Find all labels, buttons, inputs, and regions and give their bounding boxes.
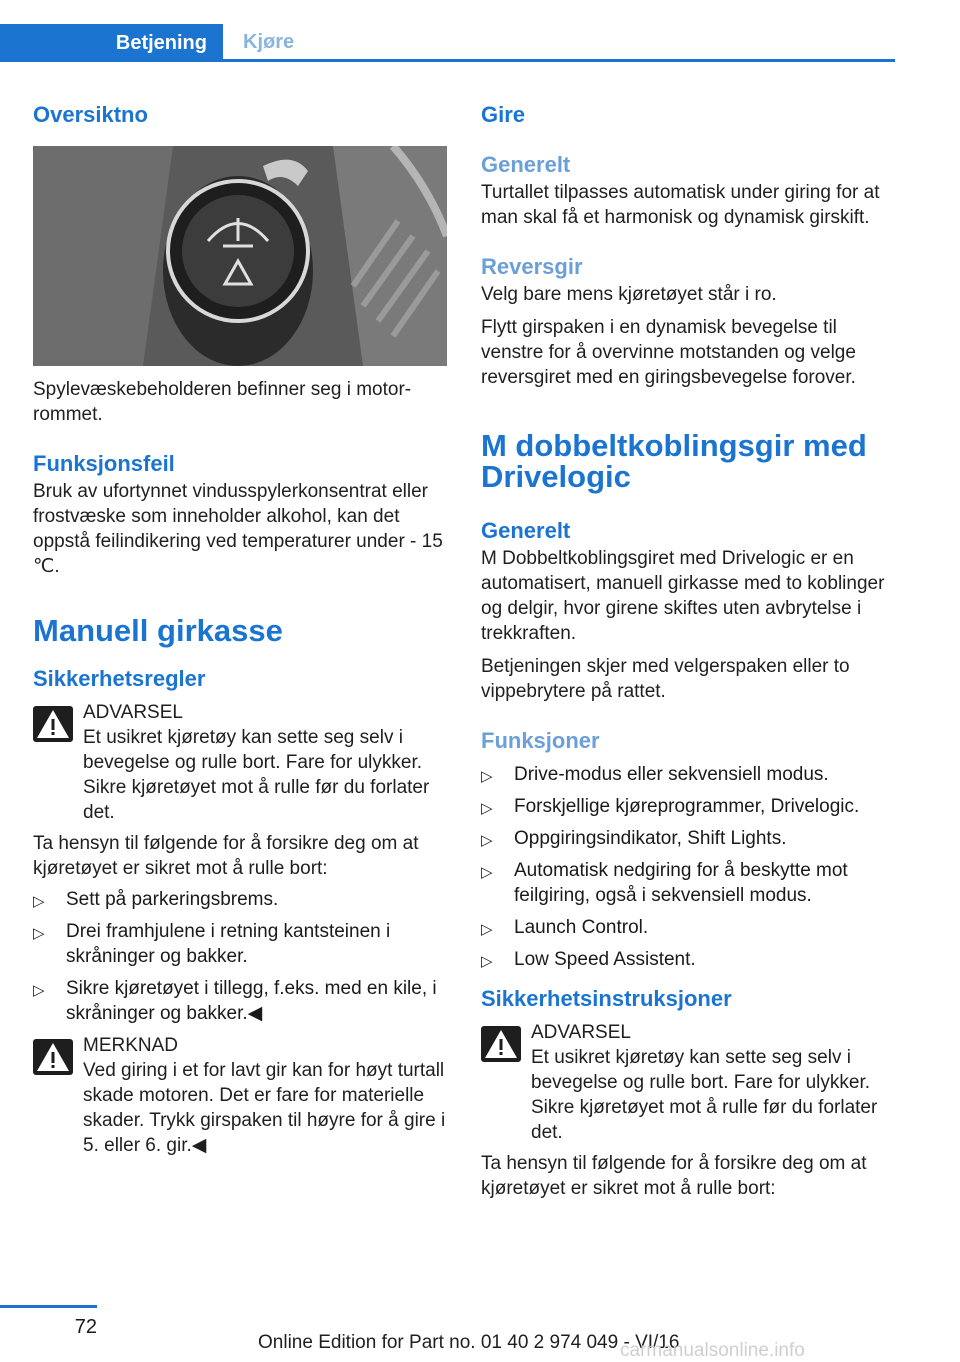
triangle-bullet-icon: ▷ xyxy=(481,864,493,881)
left-column xyxy=(33,100,447,1158)
funksjoner-list xyxy=(481,762,895,972)
gire-heading: Gire xyxy=(481,102,526,127)
oversikt-heading: Oversiktno xyxy=(33,102,148,127)
generelt-text: Turtallet tilpasses automatisk under giring for at man skal få et harmonisk og dynamisk girskift. xyxy=(481,182,880,228)
triangle-bullet-icon: ▷ xyxy=(481,832,493,849)
page-number: 72 xyxy=(74,1316,97,1338)
list-item-text: Low Speed Assistent. xyxy=(514,949,696,970)
list-item xyxy=(481,826,895,851)
list-item-text: Launch Control. xyxy=(514,917,649,938)
funksjoner-heading: Funksjoner xyxy=(481,728,600,753)
warning-text xyxy=(33,1058,447,1158)
page-header xyxy=(0,0,895,62)
list-item-text: Drei framhjulene i retning kantsteinen i skråninger og bakker. xyxy=(66,921,391,967)
warning-title: ADVARSEL xyxy=(83,702,183,723)
warning-text-content: Et usikret kjøretøy kan sette seg selv i bevegelse og rulle bort. Fare for ulykker. Sikre kjøretøyet mot å rulle før du forlater det. xyxy=(83,727,430,823)
list-item xyxy=(481,915,895,940)
generelt-heading: Generelt xyxy=(481,152,571,177)
list-item xyxy=(481,794,895,819)
funksjonsfeil-text: Bruk av ufortynnet vindusspylerkonsentrat eller frostvæske som inneholder alkohol, kan det oppstå feilindikering ved temperaturer under - 15 ℃. xyxy=(33,481,443,577)
sikkerhetsregler-heading: Sikkerhetsregler xyxy=(33,666,206,691)
watermark: carmanualsonline.info xyxy=(620,1340,805,1361)
reversgir-text-1: Velg bare mens kjøretøyet står i ro. xyxy=(481,284,777,305)
washer-reservoir-photo xyxy=(33,146,447,366)
warning-advarsel-1 xyxy=(33,700,447,825)
reversgir-heading: Reversgir xyxy=(481,254,583,279)
triangle-bullet-icon: ▷ xyxy=(481,953,493,970)
washer-cap-illustration xyxy=(33,146,447,366)
warning-text-content: Et usikret kjøretøy kan sette seg selv i bevegelse og rulle bort. Fare for ulykker. Sikre kjøretøyet mot å rulle før du forlater det. xyxy=(531,1047,878,1143)
list-item-text: Drive-modus eller sekvensiell modus. xyxy=(514,764,829,785)
list-item-text: Oppgiringsindikator, Shift Lights. xyxy=(514,828,787,849)
reversgir-text-2: Flytt girspaken i en dynamisk bevegelse til venstre for å overvinne motstanden og velge reversgiret med en giringsbevegelse forover. xyxy=(481,317,856,388)
list-item xyxy=(33,976,447,1026)
warning-text-content: Ved giring i et for lavt gir kan for høyt turtall skade motoren. Det er fare for materielle skader. Trykk girspaken til høyre for å gire i 5. eller 6. gir.◀ xyxy=(83,1060,446,1156)
warning-title: MERKNAD xyxy=(83,1035,179,1056)
footer-rule xyxy=(0,1305,97,1308)
warning-text xyxy=(33,725,447,825)
photo-caption: Spylevæskebeholderen befinner seg i motorrommet. xyxy=(33,379,412,425)
manuell-girkasse-heading: Manuell girkasse xyxy=(33,613,283,648)
list-item-text: Automatisk nedgiring for å beskytte mot feilgiring, også i sekvensiell modus. xyxy=(514,860,848,906)
triangle-bullet-icon: ▷ xyxy=(33,893,45,910)
edition-text: Online Edition for Part no. 01 40 2 974 049 - VI/16 xyxy=(258,1332,680,1353)
tab-betjening[interactable]: Betjening xyxy=(0,24,223,62)
safety-list xyxy=(33,887,447,1026)
triangle-bullet-icon: ▷ xyxy=(33,925,45,942)
triangle-bullet-icon: ▷ xyxy=(481,768,493,785)
warning-triangle-icon xyxy=(33,706,73,742)
tab-kjore[interactable]: Kjøre xyxy=(243,30,295,53)
warning-title: ADVARSEL xyxy=(531,1022,631,1043)
triangle-bullet-icon: ▷ xyxy=(481,800,493,817)
generelt-2-heading: Generelt xyxy=(481,518,571,543)
funksjonsfeil-heading: Funksjonsfeil xyxy=(33,451,175,476)
warning-merknad xyxy=(33,1033,447,1158)
list-item xyxy=(481,762,895,787)
warning-triangle-icon xyxy=(481,1026,521,1062)
list-item xyxy=(481,858,895,908)
triangle-bullet-icon: ▷ xyxy=(481,921,493,938)
m-dobbeltkoblingsgir-heading: M dobbeltkoblingsgir med Drivelogic xyxy=(481,428,867,494)
warning-triangle-icon xyxy=(33,1039,73,1075)
right-column xyxy=(481,100,895,1201)
list-item-text: Sett på parkeringsbrems. xyxy=(66,889,279,910)
list-item xyxy=(33,887,447,912)
generelt-2-text-1: M Dobbeltkoblingsgiret med Drivelogic er en automatisert, manuell girkasse med to koblinger og delgir, hvor girene skiftes uten avbrytelse i trekkraften. xyxy=(481,548,885,644)
list-item xyxy=(481,947,895,972)
sikkerhetsinstruksjoner-heading: Sikkerhetsinstruksjoner xyxy=(481,986,732,1011)
hensyn-text: Ta hensyn til følgende for å forsikre deg om at kjøretøyet er sikret mot å rulle bort: xyxy=(33,833,419,879)
warning-text xyxy=(481,1045,895,1145)
triangle-bullet-icon: ▷ xyxy=(33,982,45,999)
list-item xyxy=(33,919,447,969)
hensyn-text-right: Ta hensyn til følgende for å forsikre deg om at kjøretøyet er sikret mot å rulle bort: xyxy=(481,1153,867,1199)
list-item-text: Forskjellige kjøreprogrammer, Drivelogic. xyxy=(514,796,860,817)
list-item-text: Sikre kjøretøyet i tillegg, f.eks. med en kile, i skråninger og bakker.◀ xyxy=(66,978,437,1024)
generelt-2-text-2: Betjeningen skjer med velgerspaken eller to vippebrytere på rattet. xyxy=(481,656,850,702)
warning-advarsel-2 xyxy=(481,1020,895,1145)
